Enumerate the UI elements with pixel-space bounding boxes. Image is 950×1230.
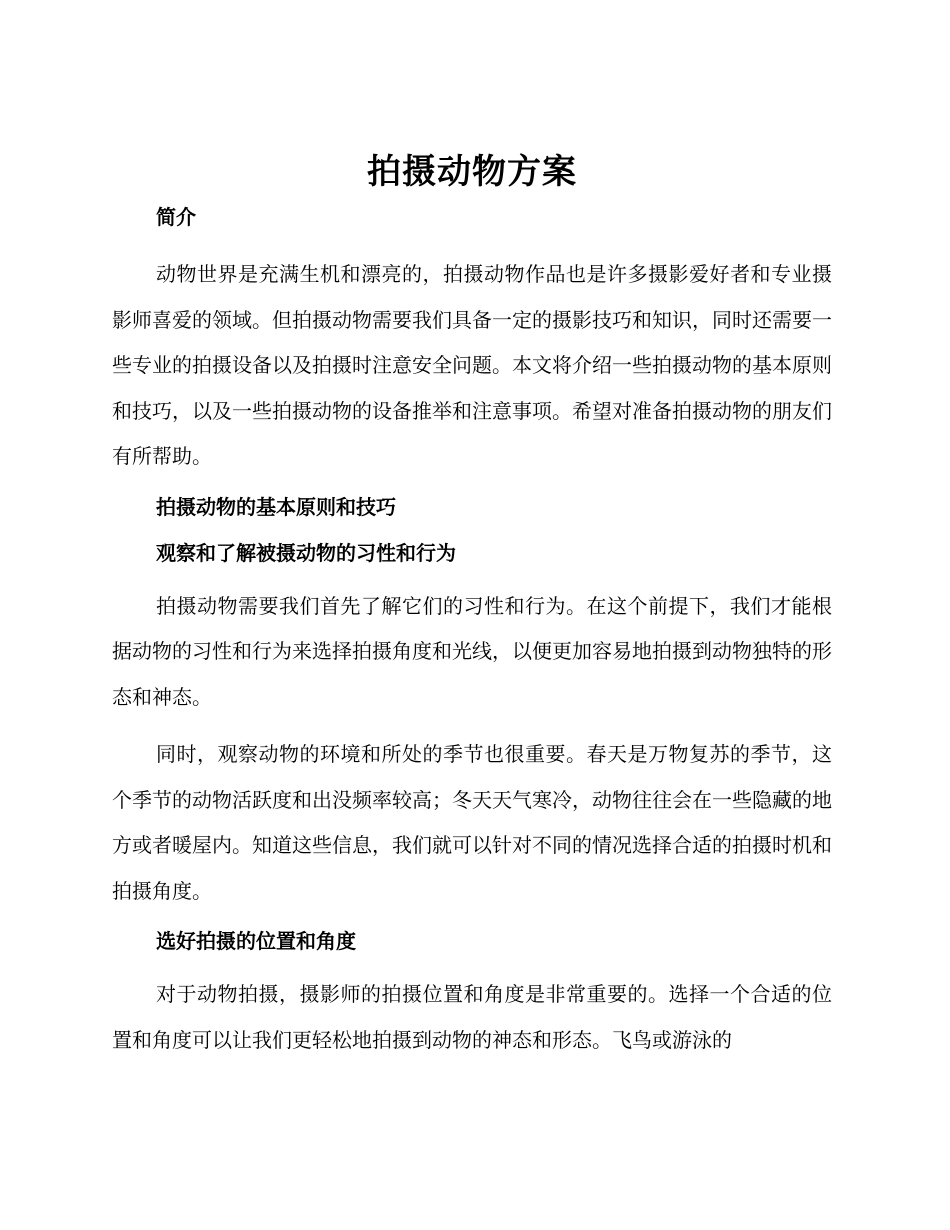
paragraph-intro: 动物世界是充满生机和漂亮的，拍摄动物作品也是许多摄影爱好者和专业摄影师喜爱的领域。但拍摄动物需要我们具备一定的摄影技巧和知识，同时还需要一些专业的拍摄设备以及拍摄时注意安全问题。本文将介绍一些拍摄动物的基本原则和技巧，以及一些拍摄动物的设备推举和注意事项。希望对准备拍摄动物的朋友们有所帮助。 xyxy=(112,262,832,468)
subsection-heading-position: 选好拍摄的位置和角度 xyxy=(156,929,356,953)
paragraph-position: 对于动物拍摄，摄影师的拍摄位置和角度是非常重要的。选择一个合适的位置和角度可以让我们更轻松地拍摄到动物的神态和形态。飞鸟或游泳的 xyxy=(112,982,832,1052)
section-heading-intro: 简介 xyxy=(156,205,196,229)
paragraph-observe-2: 同时，观察动物的环境和所处的季节也很重要。春天是万物复苏的季节，这个季节的动物活跃度和出没频率较高；冬天天气寒冷，动物往往会在一些隐藏的地方或者暖屋内。知道这些信息，我们就可以针对不同的情况选择合适的拍摄时机和拍摄角度。 xyxy=(112,742,832,903)
subsection-heading-observe: 观察和了解被摄动物的习性和行为 xyxy=(156,540,456,565)
section-heading-principles: 拍摄动物的基本原则和技巧 xyxy=(156,494,396,519)
document-title: 拍摄动物方案 xyxy=(367,152,577,192)
paragraph-observe-1: 拍摄动物需要我们首先了解它们的习性和行为。在这个前提下，我们才能根据动物的习性和行为来选择拍摄角度和光线，以便更加容易地拍摄到动物独特的形态和神态。 xyxy=(112,593,832,709)
document-body xyxy=(112,150,832,1075)
